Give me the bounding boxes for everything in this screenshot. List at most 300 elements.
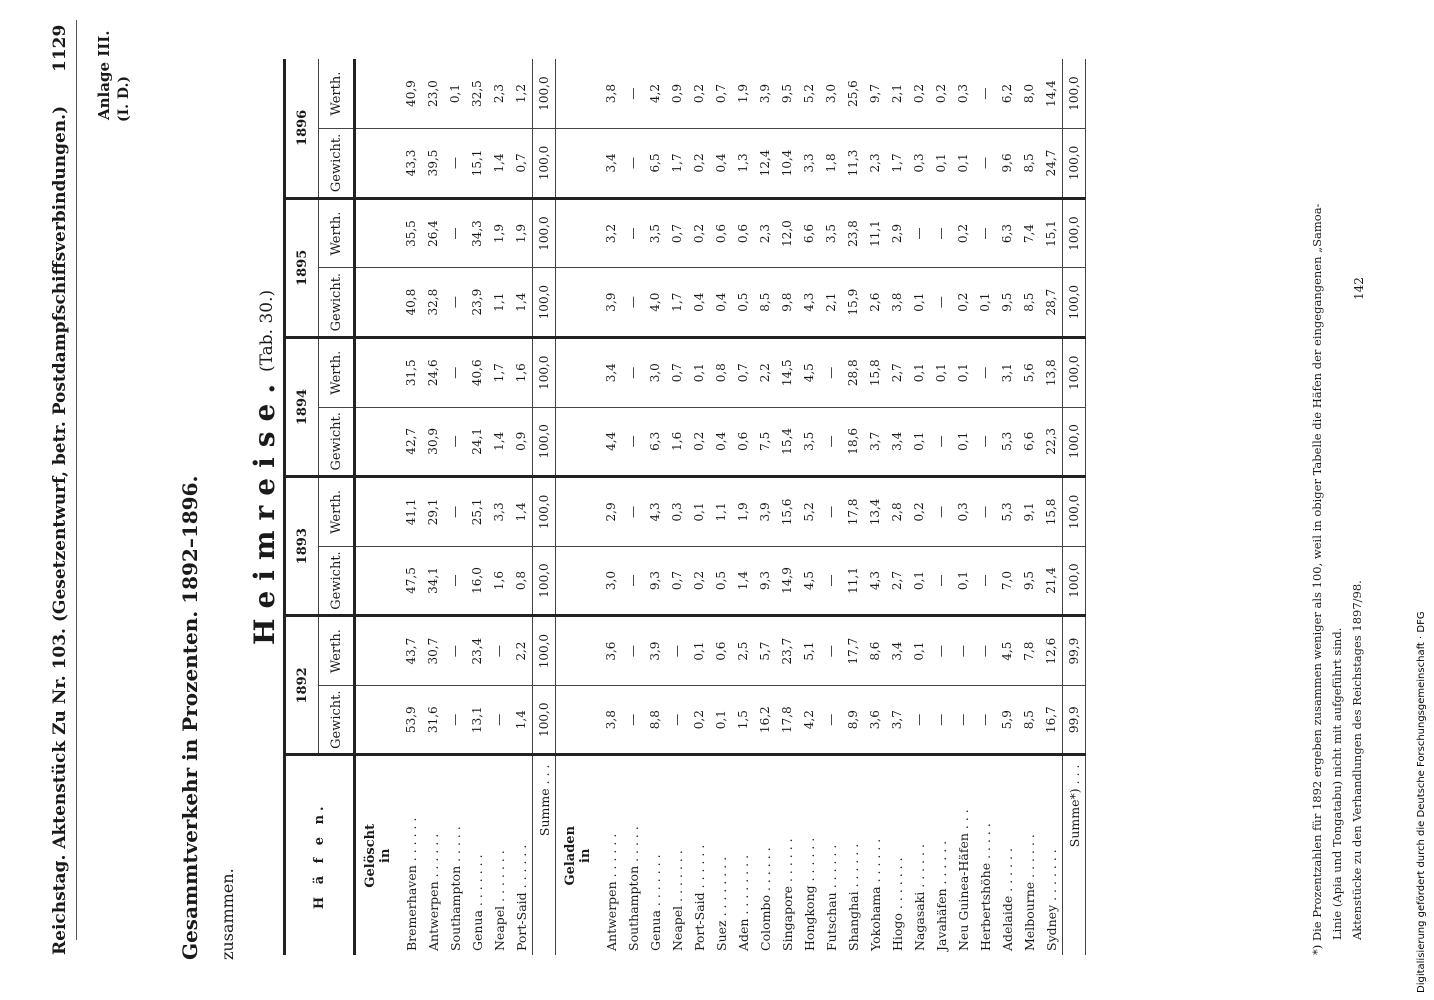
table-cell: 3,7 xyxy=(864,407,886,477)
table-cell: 100,0 xyxy=(533,407,556,477)
table-cell: 1,4 xyxy=(732,546,754,616)
port-name: Sydney . . . . . . . xyxy=(1043,849,1059,951)
table-cell: — xyxy=(444,477,466,547)
weight-subheader: Gewicht. xyxy=(319,268,355,338)
table-cell: — xyxy=(930,546,952,616)
table-cell: 3,9 xyxy=(600,268,622,338)
table-cell: 9,3 xyxy=(644,546,666,616)
annex-sublabel: (I. D.) xyxy=(116,75,132,122)
dfg-side-label xyxy=(1416,8,1430,993)
table-row xyxy=(952,59,974,955)
table-cell: 100,0 xyxy=(1063,129,1086,199)
table-cell: 1,1 xyxy=(488,268,510,338)
table-cell: 14,5 xyxy=(776,337,798,407)
value-subheader: Werth. xyxy=(319,337,355,407)
table-cell: 1,9 xyxy=(488,198,510,268)
table-cell: 0,6 xyxy=(732,407,754,477)
table-cell: 31,6 xyxy=(422,685,444,755)
table-cell: — xyxy=(820,616,842,686)
port-name: Singapore . . . . . . xyxy=(779,838,795,951)
table-cell: — xyxy=(820,546,842,616)
table-cell: 40,6 xyxy=(466,337,488,407)
table-cell: 13,8 xyxy=(1040,337,1063,407)
table-row xyxy=(422,59,444,955)
table-cell: 100,0 xyxy=(1063,407,1086,477)
table-cell: 5,7 xyxy=(754,616,776,686)
table-cell: — xyxy=(930,616,952,686)
table-cell: 23,8 xyxy=(842,198,864,268)
page-number: 1129 xyxy=(50,24,70,72)
table-cell: 0,9 xyxy=(666,59,688,129)
table-cell: 100,0 xyxy=(1063,477,1086,547)
table-cell: — xyxy=(666,616,688,686)
port-name: Port-Said . . . . . . xyxy=(513,844,529,951)
section-heading: Gelöscht xyxy=(363,823,378,888)
table-cell: 0,7 xyxy=(666,198,688,268)
table-cell: — xyxy=(930,477,952,547)
table-cell: 0,1 xyxy=(952,407,974,477)
table-cell: 9,6 xyxy=(996,129,1018,199)
table-cell: 0,2 xyxy=(688,546,710,616)
table-cell: 1,3 xyxy=(732,129,754,199)
table-cell: 1,7 xyxy=(886,129,908,199)
table-cell: 3,9 xyxy=(754,59,776,129)
table-cell: — xyxy=(952,685,974,755)
table-cell: 0,2 xyxy=(908,59,930,129)
table-cell: 30,7 xyxy=(422,616,444,686)
table-cell: 0,7 xyxy=(710,59,732,129)
table-cell: 3,9 xyxy=(644,616,666,686)
table-cell: 9,5 xyxy=(776,59,798,129)
table-cell: 0,2 xyxy=(930,59,952,129)
table-cell: 4,0 xyxy=(644,268,666,338)
table-cell: 1,4 xyxy=(488,407,510,477)
table-cell: 17,8 xyxy=(842,477,864,547)
table-cell: 5,6 xyxy=(1018,337,1040,407)
sum-label: Summe*) . . . xyxy=(1066,764,1082,848)
table-cell: 1,7 xyxy=(666,129,688,199)
table-cell: 0,7 xyxy=(666,546,688,616)
port-name: Yokohama . . . . . . xyxy=(867,838,883,951)
table-cell: 0,4 xyxy=(710,129,732,199)
table-cell: 2,5 xyxy=(732,616,754,686)
percentage-table xyxy=(283,59,1086,955)
table-cell: 15,8 xyxy=(864,337,886,407)
table-cell: 0,1 xyxy=(710,685,732,755)
table-cell: 3,3 xyxy=(798,129,820,199)
table-cell: 0,1 xyxy=(688,337,710,407)
value-subheader: Werth. xyxy=(319,59,355,129)
table-cell: 0,2 xyxy=(688,129,710,199)
port-name: Genua . . . . . . . xyxy=(647,854,663,951)
table-cell: 2,6 xyxy=(864,268,886,338)
table-cell: 0,1 xyxy=(688,477,710,547)
table-cell: 43,3 xyxy=(400,129,422,199)
annex-label: Anlage III. xyxy=(95,30,113,120)
table-cell: 0,3 xyxy=(666,477,688,547)
table-cell: 11,1 xyxy=(842,546,864,616)
table-cell: 1,4 xyxy=(510,268,533,338)
table-cell: 7,4 xyxy=(1018,198,1040,268)
table-cell: 1,8 xyxy=(820,129,842,199)
table-cell: 1,2 xyxy=(510,59,533,129)
table-cell: 3,5 xyxy=(644,198,666,268)
table-cell: 2,9 xyxy=(600,477,622,547)
table-cell: 100,0 xyxy=(533,616,556,686)
table-cell: 15,4 xyxy=(776,407,798,477)
table-cell: — xyxy=(974,616,996,686)
table-row xyxy=(400,59,422,955)
table-cell: 0,8 xyxy=(710,337,732,407)
table-cell: 14,9 xyxy=(776,546,798,616)
table-cell: 3,0 xyxy=(600,546,622,616)
port-name: Futschau . . . . . . xyxy=(823,844,839,951)
port-name: Colombo . . . . . . xyxy=(757,847,773,951)
table-cell: 2,2 xyxy=(754,337,776,407)
table-cell: 5,3 xyxy=(996,407,1018,477)
table-cell: 0,2 xyxy=(908,477,930,547)
table-cell: 1,6 xyxy=(510,337,533,407)
sum-row xyxy=(533,59,556,955)
port-name: Melbourne . . . . . . xyxy=(1021,834,1037,951)
table-row xyxy=(930,59,952,955)
table-cell: — xyxy=(622,268,644,338)
table-cell: — xyxy=(820,685,842,755)
weight-subheader: Gewicht. xyxy=(319,546,355,616)
section-loaded xyxy=(556,755,601,955)
table-cell: 4,5 xyxy=(798,337,820,407)
port-name: Suez . . . . . . . . xyxy=(713,856,729,951)
table-cell: 4,4 xyxy=(600,407,622,477)
table-cell: — xyxy=(974,198,996,268)
footer-source: Aktenstücke zu den Verhandlungen des Reichstages 1897/98. xyxy=(1350,580,1364,940)
year-header: 1893 xyxy=(285,477,319,616)
table-cell: 40,9 xyxy=(400,59,422,129)
port-name: Hiogo . . . . . . . xyxy=(889,857,905,951)
table-cell: 1,4 xyxy=(510,477,533,547)
table-cell: 0,2 xyxy=(688,685,710,755)
table-cell: 10,4 xyxy=(776,129,798,199)
table-cell: 4,3 xyxy=(798,268,820,338)
table-cell: — xyxy=(444,546,466,616)
table-cell: 16,2 xyxy=(754,685,776,755)
table-cell: 0,2 xyxy=(952,268,974,338)
table-cell: 9,8 xyxy=(776,268,798,338)
table-cell: — xyxy=(974,546,996,616)
table-cell: 5,9 xyxy=(996,685,1018,755)
table-cell: 100,0 xyxy=(1063,198,1086,268)
table-cell: 0,5 xyxy=(710,546,732,616)
table-cell: 0,7 xyxy=(732,337,754,407)
table-cell: 3,7 xyxy=(886,685,908,755)
table-cell: 12,0 xyxy=(776,198,798,268)
table-row xyxy=(510,59,533,955)
table-cell: 2,1 xyxy=(886,59,908,129)
table-cell: 0,1 xyxy=(908,407,930,477)
table-cell: 8,9 xyxy=(842,685,864,755)
table-cell: 15,1 xyxy=(1040,198,1063,268)
table-cell: 17,7 xyxy=(842,616,864,686)
table-cell: 8,5 xyxy=(1018,685,1040,755)
table-cell: 39,5 xyxy=(422,129,444,199)
table-cell: 34,1 xyxy=(422,546,444,616)
table-cell: 12,6 xyxy=(1040,616,1063,686)
port-name: Adelaide . . . . . . xyxy=(999,848,1015,951)
table-cell: 28,7 xyxy=(1040,268,1063,338)
table-cell: 3,6 xyxy=(600,616,622,686)
table-cell: 15,1 xyxy=(466,129,488,199)
table-cell: 13,1 xyxy=(466,685,488,755)
table-cell: 4,2 xyxy=(644,59,666,129)
table-cell: 18,6 xyxy=(842,407,864,477)
table-cell: 16,7 xyxy=(1040,685,1063,755)
table-cell: 0,1 xyxy=(952,337,974,407)
table-cell: 0,2 xyxy=(688,407,710,477)
section-title: Heimreise. xyxy=(248,373,281,645)
table-reference: (Tab. 30.) xyxy=(257,289,277,372)
table-cell: 42,7 xyxy=(400,407,422,477)
table-cell: 8,5 xyxy=(754,268,776,338)
port-name: Herbertshöhe . . . . . xyxy=(977,823,993,951)
table-cell: — xyxy=(622,59,644,129)
table-cell: 5,3 xyxy=(996,477,1018,547)
table-cell: 2,9 xyxy=(886,198,908,268)
table-cell: 0,1 xyxy=(930,337,952,407)
table-cell: 0,1 xyxy=(444,59,466,129)
table-cell: — xyxy=(622,477,644,547)
table-cell: 2,1 xyxy=(820,268,842,338)
table-cell: 3,5 xyxy=(820,198,842,268)
table-cell: 0,7 xyxy=(666,337,688,407)
table-row xyxy=(798,59,820,955)
table-cell: 100,0 xyxy=(1063,546,1086,616)
table-cell: 35,5 xyxy=(400,198,422,268)
value-subheader: Werth. xyxy=(319,198,355,268)
table-cell: 3,1 xyxy=(996,337,1018,407)
table-cell: — xyxy=(622,685,644,755)
port-name: Port-Said . . . . . . xyxy=(691,844,707,951)
table-row xyxy=(820,59,842,955)
page-subtitle: zusammen. xyxy=(218,868,237,960)
table-cell: — xyxy=(974,129,996,199)
table-cell: 0,1 xyxy=(908,616,930,686)
table-cell: 32,5 xyxy=(466,59,488,129)
table-cell: — xyxy=(908,685,930,755)
table-cell: 6,3 xyxy=(996,198,1018,268)
year-header: 1895 xyxy=(285,198,319,337)
table-cell: 0,3 xyxy=(952,59,974,129)
table-row xyxy=(864,59,886,955)
table-cell: — xyxy=(820,337,842,407)
table-cell: 99,9 xyxy=(1063,685,1086,755)
table-cell: 25,1 xyxy=(466,477,488,547)
port-name: Antwerpen . . . . . . xyxy=(603,833,619,951)
table-cell: 2,2 xyxy=(510,616,533,686)
table-cell: — xyxy=(444,198,466,268)
table-row xyxy=(974,59,996,955)
table-cell: 6,2 xyxy=(996,59,1018,129)
table-cell: — xyxy=(930,198,952,268)
port-name: Bremerhaven . . . . . . xyxy=(403,817,419,951)
table-cell: — xyxy=(622,198,644,268)
table-cell: 8,8 xyxy=(644,685,666,755)
table-cell: — xyxy=(666,685,688,755)
table-cell: 26,4 xyxy=(422,198,444,268)
table-cell: 24,1 xyxy=(466,407,488,477)
table-cell: 28,8 xyxy=(842,337,864,407)
table-cell: — xyxy=(974,477,996,547)
table-cell: 100,0 xyxy=(533,337,556,407)
table-cell: 0,1 xyxy=(952,546,974,616)
table-cell: 3,8 xyxy=(600,59,622,129)
table-cell: — xyxy=(930,685,952,755)
table-cell: 9,5 xyxy=(1018,546,1040,616)
table-cell: 1,5 xyxy=(732,685,754,755)
table-cell: 8,6 xyxy=(864,616,886,686)
table-cell: 30,9 xyxy=(422,407,444,477)
table-cell: — xyxy=(974,407,996,477)
table-cell: 100,0 xyxy=(533,685,556,755)
table-cell: 3,3 xyxy=(488,477,510,547)
table-cell: 0,1 xyxy=(688,616,710,686)
table-cell: 11,3 xyxy=(842,129,864,199)
table-cell: 1,7 xyxy=(488,337,510,407)
sum-label: Summe . . . xyxy=(536,764,552,837)
table-cell: 1,9 xyxy=(510,198,533,268)
table-cell: — xyxy=(622,129,644,199)
table-cell: 0,1 xyxy=(908,546,930,616)
table-cell: 0,4 xyxy=(710,268,732,338)
table-cell: 5,2 xyxy=(798,477,820,547)
table-cell: 23,7 xyxy=(776,616,798,686)
table-cell: 23,4 xyxy=(466,616,488,686)
table-cell: 32,8 xyxy=(422,268,444,338)
table-cell: — xyxy=(622,337,644,407)
table-cell: 100,0 xyxy=(1063,337,1086,407)
port-name: Southampton . . . . . xyxy=(625,826,641,951)
table-cell: 2,3 xyxy=(864,129,886,199)
table-row xyxy=(1018,59,1040,955)
table-cell: 3,9 xyxy=(754,477,776,547)
table-row xyxy=(644,59,666,955)
weight-subheader: Gewicht. xyxy=(319,685,355,755)
table-cell: 100,0 xyxy=(1063,59,1086,129)
section-heading-in: in xyxy=(578,848,593,863)
table-cell: 41,1 xyxy=(400,477,422,547)
port-name: Genua . . . . . . . xyxy=(469,854,485,951)
table-cell: 1,9 xyxy=(732,59,754,129)
port-name: Aden . . . . . . . . xyxy=(735,854,751,951)
table-cell: 99,9 xyxy=(1063,616,1086,686)
table-cell: 4,3 xyxy=(644,477,666,547)
table-cell: — xyxy=(952,616,974,686)
table-cell: 0,4 xyxy=(710,407,732,477)
value-subheader: Werth. xyxy=(319,616,355,686)
table-cell: 9,5 xyxy=(996,268,1018,338)
table-cell: 6,5 xyxy=(644,129,666,199)
table-cell: 0,4 xyxy=(688,268,710,338)
table-cell: 0,2 xyxy=(952,198,974,268)
section-heading-in: in xyxy=(378,848,393,863)
table-cell: — xyxy=(930,268,952,338)
table-cell: 2,3 xyxy=(754,198,776,268)
table-cell: — xyxy=(930,407,952,477)
port-column-header: H ä f e n. xyxy=(285,755,355,955)
weight-subheader: Gewicht. xyxy=(319,407,355,477)
table-cell: 5,1 xyxy=(798,616,820,686)
table-cell: 0,9 xyxy=(510,407,533,477)
port-name: Shanghai . . . . . . xyxy=(845,843,861,951)
table-cell: 40,8 xyxy=(400,268,422,338)
table-cell: 1,4 xyxy=(488,129,510,199)
table-cell: 2,3 xyxy=(488,59,510,129)
footer-page-number: 142 xyxy=(1352,277,1366,300)
table-cell: — xyxy=(444,407,466,477)
table-cell: — xyxy=(622,616,644,686)
table-cell: 13,4 xyxy=(864,477,886,547)
table-cell: 3,0 xyxy=(820,59,842,129)
table-cell: 2,7 xyxy=(886,546,908,616)
table-cell: 3,4 xyxy=(600,129,622,199)
table-row xyxy=(600,59,622,955)
table-cell: — xyxy=(622,407,644,477)
section-heading: Geladen xyxy=(563,825,578,886)
table-cell: 47,5 xyxy=(400,546,422,616)
weight-subheader: Gewicht. xyxy=(319,129,355,199)
table-cell: 0,8 xyxy=(510,546,533,616)
port-name: Neapel . . . . . . . xyxy=(491,850,507,951)
table-cell: 0,6 xyxy=(732,198,754,268)
table-row xyxy=(996,59,1018,955)
table-cell: 0,5 xyxy=(732,268,754,338)
table-cell: 6,3 xyxy=(644,407,666,477)
table-cell: 16,0 xyxy=(466,546,488,616)
table-row xyxy=(754,59,776,955)
table-cell: 43,7 xyxy=(400,616,422,686)
table-cell: 31,5 xyxy=(400,337,422,407)
table-cell: 12,4 xyxy=(754,129,776,199)
table-cell: 1,4 xyxy=(510,685,533,755)
table-cell: 0,6 xyxy=(710,198,732,268)
table-cell: 1,1 xyxy=(710,477,732,547)
table-cell: — xyxy=(974,337,996,407)
header-rule xyxy=(76,20,77,940)
table-cell: 100,0 xyxy=(533,198,556,268)
table-cell: 0,1 xyxy=(974,268,996,338)
table-cell: 0,3 xyxy=(908,129,930,199)
table-cell: — xyxy=(444,129,466,199)
table-cell: 22,3 xyxy=(1040,407,1063,477)
table-cell: 3,8 xyxy=(886,268,908,338)
table-cell: — xyxy=(488,616,510,686)
year-header: 1896 xyxy=(285,59,319,198)
table-cell: 4,2 xyxy=(798,685,820,755)
port-name: Nagasaki . . . . . . xyxy=(911,844,927,951)
footnote-continuation: Linie (Apia und Tongatabu) nicht mit aufgeführt sind. xyxy=(1330,627,1344,940)
table-cell: 100,0 xyxy=(533,59,556,129)
table-row xyxy=(908,59,930,955)
table-cell: — xyxy=(622,546,644,616)
table-cell: 3,4 xyxy=(886,407,908,477)
table-row xyxy=(488,59,510,955)
table-cell: 1,7 xyxy=(666,268,688,338)
table-row xyxy=(886,59,908,955)
section-unloaded xyxy=(355,755,401,955)
table-cell: — xyxy=(820,407,842,477)
table-cell: 53,9 xyxy=(400,685,422,755)
table-cell: 14,4 xyxy=(1040,59,1063,129)
table-cell: 3,5 xyxy=(798,407,820,477)
